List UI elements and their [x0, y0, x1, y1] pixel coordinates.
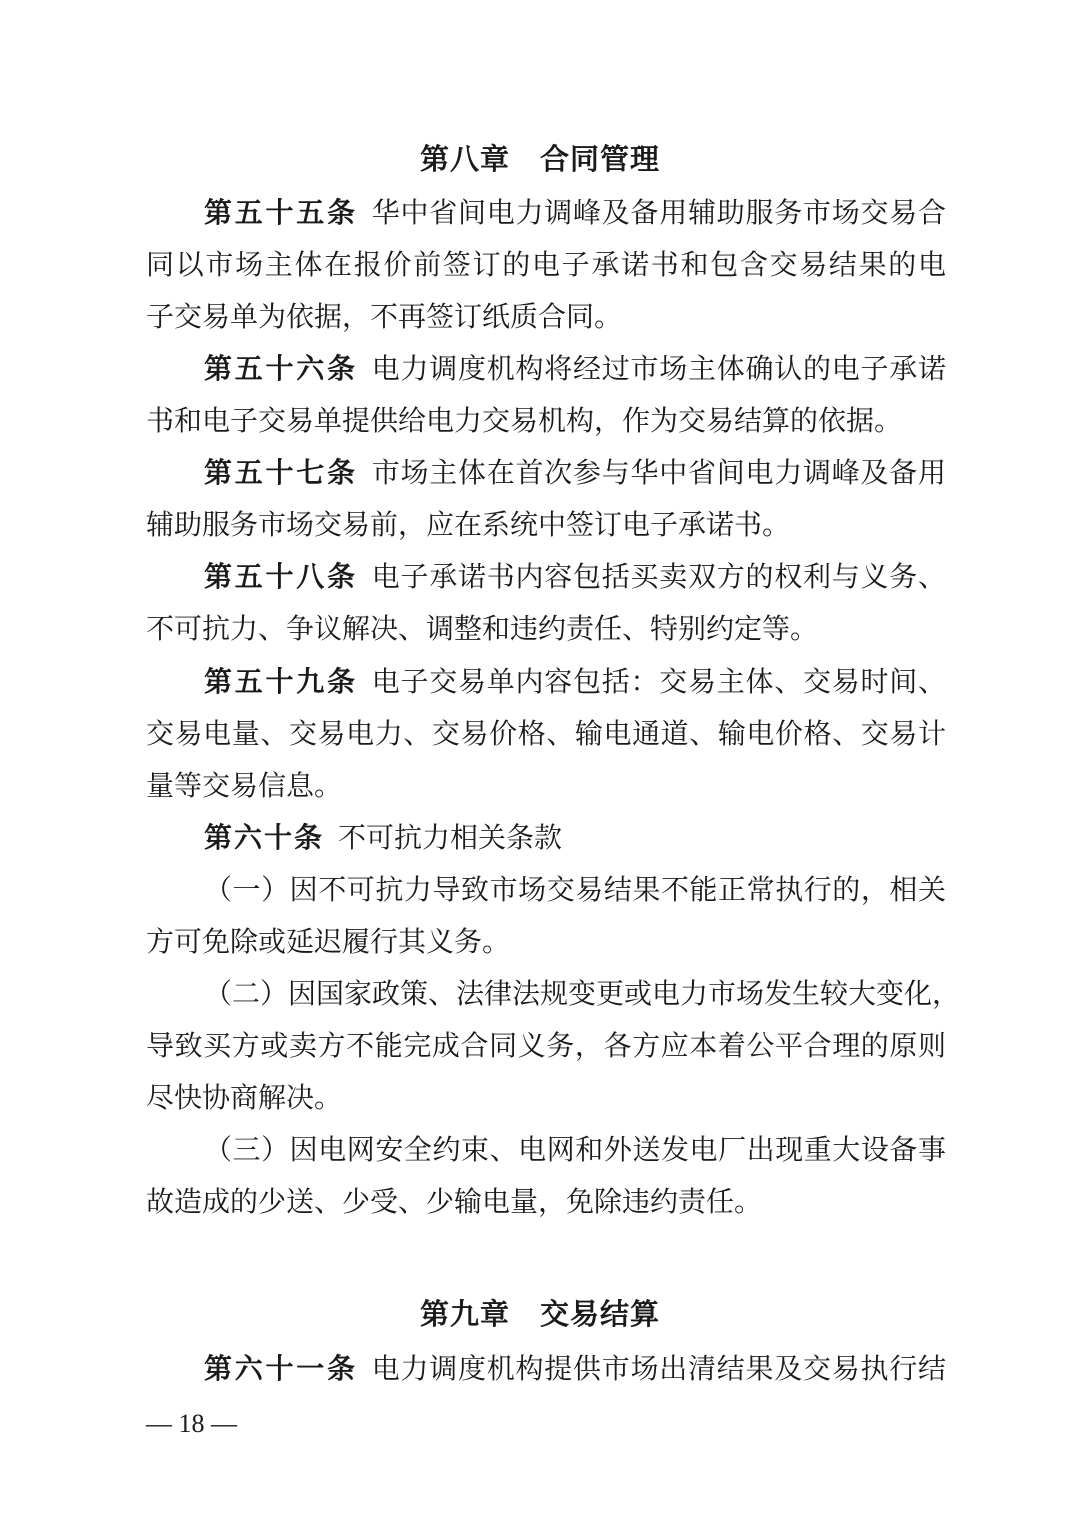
article-59-line-3: 量等交易信息。 — [146, 769, 343, 802]
article-57-line-1: 第五十七条 市场主体在首次参与华中省间电力调峰及备用 — [204, 456, 946, 489]
article-60-line-1: 第六十条 不可抗力相关条款 — [204, 821, 563, 854]
article-60-item-1-line-2: 方可免除或延迟履行其义务。 — [146, 925, 511, 958]
article-56-line-1: 第五十六条 电力调度机构将经过市场主体确认的电子承诺 — [204, 352, 946, 385]
chapter-8-heading: 第八章 合同管理 — [419, 142, 660, 176]
article-56-line-2: 书和电子交易单提供给电力交易机构，作为交易结算的依据。 — [146, 404, 903, 437]
article-56-label: 第五十六条 — [204, 352, 358, 385]
article-60-item-2-line-3: 尽快协商解决。 — [146, 1081, 343, 1114]
article-61-line-1: 第六十一条 电力调度机构提供市场出清结果及交易执行结 — [204, 1352, 946, 1385]
article-59-line-1: 第五十九条 电子交易单内容包括：交易主体、交易时间、 — [204, 665, 946, 698]
chapter-9-heading: 第九章 交易结算 — [419, 1297, 660, 1331]
article-60-item-3-line-2: 故造成的少送、少受、少输电量，免除违约责任。 — [146, 1185, 763, 1218]
article-59-line-2: 交易电量、交易电力、交易价格、输电通道、输电价格、交易计 — [146, 717, 946, 750]
article-55-line-3: 子交易单为依据，不再签订纸质合同。 — [146, 300, 623, 333]
article-58-label: 第五十八条 — [204, 560, 358, 593]
article-60-item-2-line-2: 导致买方或卖方不能完成合同义务，各方应本着公平合理的原则 — [146, 1029, 946, 1062]
article-55-line-2: 同以市场主体在报价前签订的电子承诺书和包含交易结果的电 — [146, 248, 946, 281]
article-57-line-2: 辅助服务市场交易前，应在系统中签订电子承诺书。 — [146, 508, 791, 541]
article-60-item-2-line-1: （二）因国家政策、法律法规变更或电力市场发生较大变化， — [204, 977, 961, 1010]
article-58-line-1: 第五十八条 电子承诺书内容包括买卖双方的权利与义务、 — [204, 560, 946, 593]
article-55-line-1: 第五十五条 华中省间电力调峰及备用辅助服务市场交易合 — [204, 196, 946, 229]
article-60-item-3-line-1: （三）因电网安全约束、电网和外送发电厂出现重大设备事 — [204, 1133, 946, 1166]
article-59-label: 第五十九条 — [204, 665, 358, 698]
article-60-item-1-line-1: （一）因不可抗力导致市场交易结果不能正常执行的，相关 — [204, 873, 946, 906]
article-57-label: 第五十七条 — [204, 456, 358, 489]
page-number: — 18 — — [146, 1409, 237, 1438]
article-55-label: 第五十五条 — [204, 196, 358, 229]
article-61-label: 第六十一条 — [204, 1352, 358, 1385]
article-58-line-2: 不可抗力、争议解决、调整和违约责任、特别约定等。 — [146, 612, 819, 645]
article-60-label: 第六十条 — [204, 821, 325, 854]
